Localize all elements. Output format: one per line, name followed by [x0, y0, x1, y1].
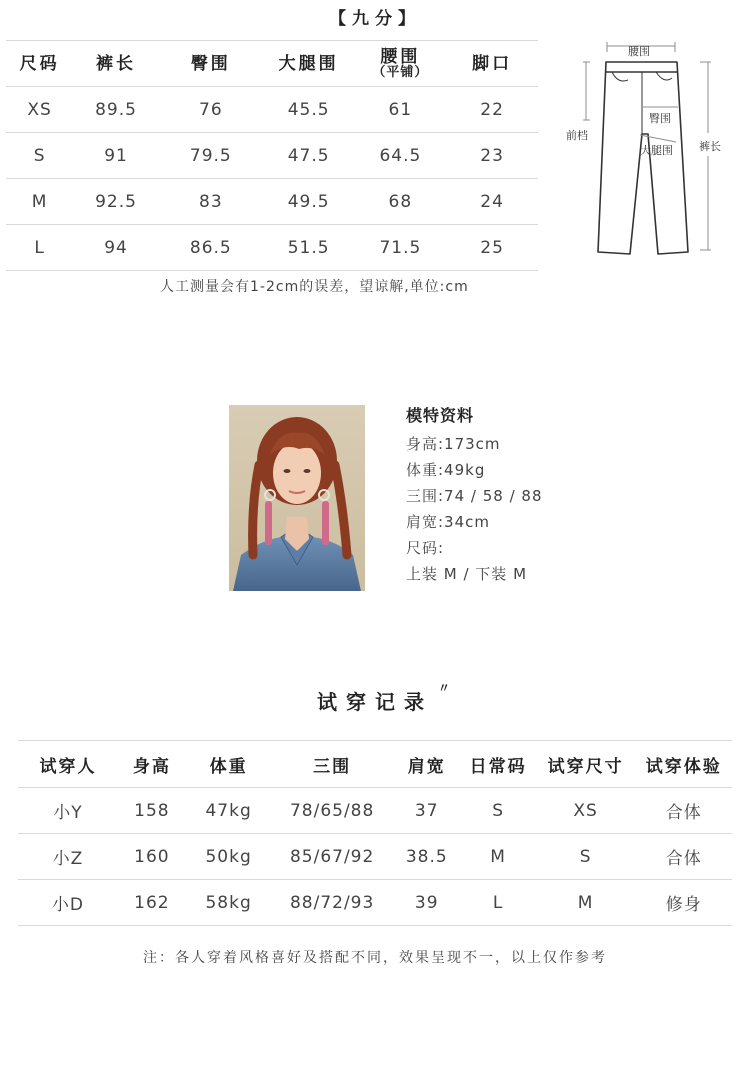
size-cell: 94: [73, 225, 159, 271]
size-cell: 86.5: [159, 225, 263, 271]
size-cell: 92.5: [73, 179, 159, 225]
tryon-cell: XS: [536, 788, 636, 834]
tryon-cell: 小Y: [18, 788, 118, 834]
tryon-cell: 38.5: [393, 834, 461, 880]
size-header-cell: 尺码: [6, 41, 73, 87]
diagram-label-thigh: 大腿围: [640, 144, 673, 157]
model-info-heading: 模特资料: [406, 406, 475, 425]
size-cell: 61: [355, 87, 447, 133]
size-chart-header-row: [6, 41, 538, 87]
tryon-header-cell: 试穿人: [18, 741, 118, 788]
tryon-cell: L: [461, 880, 536, 926]
pocket-right: [656, 72, 672, 80]
size-header-cell: 脚口: [446, 41, 538, 87]
size-cell: S: [6, 133, 73, 179]
pants-outline-icon: [598, 62, 688, 254]
size-chart-title: 【九分】: [329, 9, 421, 29]
tryon-cell: 合体: [636, 834, 732, 880]
table-row: [18, 834, 732, 880]
model-info: [406, 405, 543, 587]
size-header-cell: 臀围: [159, 41, 263, 87]
size-header-cell: 裤长: [73, 41, 159, 87]
size-header-cell: 腰围 （平铺）: [355, 41, 447, 87]
tryon-cell: 修身: [636, 880, 732, 926]
size-cell: 91: [73, 133, 159, 179]
pants-diagram: [560, 38, 750, 260]
size-cell: XS: [6, 87, 73, 133]
model-weight: 体重:49kg: [406, 461, 486, 479]
size-cell: 25: [446, 225, 538, 271]
size-header-subnote: （平铺）: [372, 65, 429, 80]
tryon-header-cell: 身高: [118, 741, 186, 788]
tryon-cell: 160: [118, 834, 186, 880]
tryon-header-cell: 试穿体验: [636, 741, 732, 788]
table-row: [18, 788, 732, 834]
tryon-table: [18, 740, 732, 926]
size-cell: 45.5: [263, 87, 355, 133]
tryon-header-cell: 三围: [271, 741, 392, 788]
size-cell: 71.5: [355, 225, 447, 271]
size-cell: 24: [446, 179, 538, 225]
model-height: 身高:173cm: [406, 435, 501, 453]
tryon-cell: 小D: [18, 880, 118, 926]
size-cell: M: [6, 179, 73, 225]
size-cell: L: [6, 225, 73, 271]
tryon-cell: 78/65/88: [271, 788, 392, 834]
tryon-cell: 小Z: [18, 834, 118, 880]
table-row: [18, 880, 732, 926]
diagram-label-waist: 腰围: [628, 45, 650, 58]
tryon-cell: 88/72/93: [271, 880, 392, 926]
diagram-label-hip: 臀围: [649, 112, 671, 125]
tryon-cell: 162: [118, 880, 186, 926]
model-size-value: 上装 M / 下装 M: [406, 565, 528, 583]
size-cell: 83: [159, 179, 263, 225]
size-cell: 49.5: [263, 179, 355, 225]
table-row: [6, 87, 538, 133]
size-cell: 79.5: [159, 133, 263, 179]
tryon-cell: 58kg: [186, 880, 272, 926]
size-cell: 51.5: [263, 225, 355, 271]
tryon-cell: S: [461, 788, 536, 834]
tryon-cell: 合体: [636, 788, 732, 834]
tryon-cell: M: [536, 880, 636, 926]
tryon-title: 试穿记录: [317, 690, 433, 714]
tryon-cell: 50kg: [186, 834, 272, 880]
tryon-header-row: [18, 741, 732, 788]
tryon-disclaimer: 注：各人穿着风格喜好及搭配不同，效果呈现不一，以上仅作参考: [143, 950, 607, 966]
measurement-note: 人工测量会有1-2cm的误差，望谅解,单位:cm: [160, 279, 469, 295]
size-cell: 23: [446, 133, 538, 179]
tryon-cell: 158: [118, 788, 186, 834]
size-header-cell: 大腿围: [263, 41, 355, 87]
model-measurements: 三围:74 / 58 / 88: [406, 487, 543, 505]
tryon-cell: 37: [393, 788, 461, 834]
model-shoulder: 肩宽:34cm: [406, 513, 490, 531]
tryon-cell: 39: [393, 880, 461, 926]
size-cell: 68: [355, 179, 447, 225]
table-row: [6, 225, 538, 271]
model-photo: [229, 405, 365, 591]
table-row: [6, 133, 538, 179]
tryon-header-cell: 肩宽: [393, 741, 461, 788]
size-cell: 89.5: [73, 87, 159, 133]
tryon-header-cell: 试穿尺寸: [536, 741, 636, 788]
tryon-cell: M: [461, 834, 536, 880]
model-size-label: 尺码:: [406, 539, 445, 557]
size-cell: 47.5: [263, 133, 355, 179]
table-row: [6, 179, 538, 225]
pocket-left: [612, 72, 628, 81]
tryon-cell: 47kg: [186, 788, 272, 834]
diagram-label-front-rise: 前档: [566, 129, 588, 142]
tryon-cell: 85/67/92: [271, 834, 392, 880]
size-cell: 22: [446, 87, 538, 133]
tryon-cell: S: [536, 834, 636, 880]
size-cell: 64.5: [355, 133, 447, 179]
tryon-header-cell: 体重: [186, 741, 272, 788]
size-cell: 76: [159, 87, 263, 133]
size-chart-table: [6, 40, 538, 271]
tryon-header-cell: 日常码: [461, 741, 536, 788]
diagram-label-length: 裤长: [699, 140, 721, 153]
title-decoration: 〃: [438, 681, 451, 695]
